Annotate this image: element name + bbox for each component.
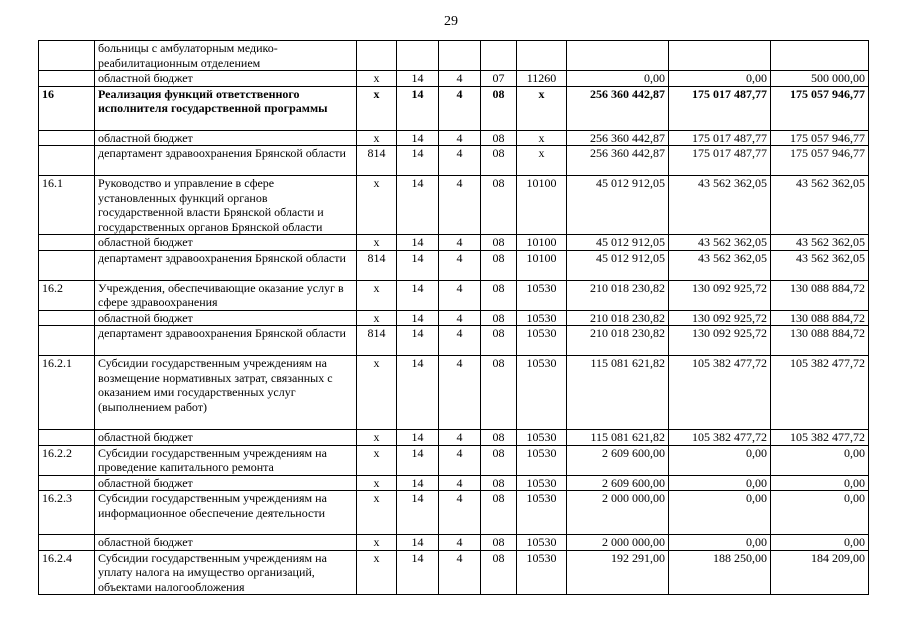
amount-year1-cell: 115 081 621,82	[567, 430, 669, 446]
admin-code-cell: х	[357, 176, 397, 235]
row-number-cell	[39, 41, 95, 71]
amount-year2-cell: 43 562 362,05	[669, 235, 771, 251]
amount-year3-cell: 130 088 884,72	[771, 326, 869, 356]
amount-year1-cell: 2 609 600,00	[567, 445, 669, 475]
subprogram-code-cell: 4	[439, 310, 481, 326]
program-code-cell	[397, 41, 439, 71]
row-name-cell: департамент здравоохранения Брянской области	[95, 146, 357, 176]
table-row	[39, 535, 869, 551]
table-row	[39, 445, 869, 475]
program-code-cell: 14	[397, 310, 439, 326]
amount-year2-cell: 130 092 925,72	[669, 280, 771, 310]
direction-code-cell: 10530	[517, 475, 567, 491]
admin-code-cell: х	[357, 550, 397, 595]
direction-code-cell: 10530	[517, 310, 567, 326]
program-code-cell: 14	[397, 475, 439, 491]
budget-table	[38, 40, 869, 595]
row-number-cell	[39, 235, 95, 251]
table-row	[39, 235, 869, 251]
program-code-cell: 14	[397, 535, 439, 551]
event-code-cell: 08	[481, 445, 517, 475]
program-code-cell: 14	[397, 445, 439, 475]
row-number-cell: 16.2.4	[39, 550, 95, 595]
amount-year3-cell: 0,00	[771, 445, 869, 475]
row-number-cell: 16.2.2	[39, 445, 95, 475]
direction-code-cell: 10530	[517, 445, 567, 475]
row-name-cell: областной бюджет	[95, 430, 357, 446]
admin-code-cell: х	[357, 280, 397, 310]
table-row	[39, 176, 869, 235]
table-row	[39, 430, 869, 446]
row-number-cell	[39, 130, 95, 146]
program-code-cell: 14	[397, 356, 439, 430]
table-row	[39, 326, 869, 356]
row-name-cell: областной бюджет	[95, 130, 357, 146]
amount-year2-cell: 43 562 362,05	[669, 250, 771, 280]
row-number-cell	[39, 535, 95, 551]
amount-year3-cell: 0,00	[771, 491, 869, 535]
direction-code-cell: 10100	[517, 250, 567, 280]
amount-year1-cell: 2 000 000,00	[567, 535, 669, 551]
amount-year2-cell: 0,00	[669, 71, 771, 87]
program-code-cell: 14	[397, 235, 439, 251]
direction-code-cell: 10530	[517, 280, 567, 310]
event-code-cell	[481, 41, 517, 71]
direction-code-cell: 10530	[517, 326, 567, 356]
amount-year2-cell: 0,00	[669, 535, 771, 551]
amount-year2-cell: 130 092 925,72	[669, 310, 771, 326]
subprogram-code-cell: 4	[439, 491, 481, 535]
table-row	[39, 491, 869, 535]
subprogram-code-cell: 4	[439, 356, 481, 430]
row-name-cell: Субсидии государственным учреждениям на информационное обеспечение деятельности	[95, 491, 357, 535]
subprogram-code-cell: 4	[439, 280, 481, 310]
amount-year1-cell: 45 012 912,05	[567, 176, 669, 235]
amount-year1-cell: 192 291,00	[567, 550, 669, 595]
row-number-cell: 16.2.3	[39, 491, 95, 535]
row-name-cell: Учреждения, обеспечивающие оказание услуг в сфере здравоохранения	[95, 280, 357, 310]
event-code-cell: 08	[481, 235, 517, 251]
amount-year1-cell: 210 018 230,82	[567, 280, 669, 310]
row-number-cell	[39, 475, 95, 491]
admin-code-cell: х	[357, 445, 397, 475]
subprogram-code-cell	[439, 41, 481, 71]
amount-year2-cell: 43 562 362,05	[669, 176, 771, 235]
row-name-cell: Субсидии государственным учреждениям на возмещение нормативных затрат, связанных с оказанием ими государственных услуг (выполнением работ)	[95, 356, 357, 430]
amount-year1-cell: 45 012 912,05	[567, 235, 669, 251]
subprogram-code-cell: 4	[439, 235, 481, 251]
event-code-cell: 08	[481, 475, 517, 491]
amount-year1-cell: 0,00	[567, 71, 669, 87]
direction-code-cell	[517, 41, 567, 71]
event-code-cell: 08	[481, 280, 517, 310]
row-number-cell	[39, 250, 95, 280]
amount-year2-cell: 130 092 925,72	[669, 326, 771, 356]
amount-year2-cell: 105 382 477,72	[669, 356, 771, 430]
subprogram-code-cell: 4	[439, 550, 481, 595]
amount-year1-cell: 256 360 442,87	[567, 146, 669, 176]
admin-code-cell: х	[357, 535, 397, 551]
event-code-cell: 08	[481, 550, 517, 595]
table-row	[39, 310, 869, 326]
subprogram-code-cell: 4	[439, 475, 481, 491]
amount-year2-cell: 0,00	[669, 491, 771, 535]
direction-code-cell: 10530	[517, 550, 567, 595]
amount-year2-cell: 175 017 487,77	[669, 146, 771, 176]
table-row	[39, 86, 869, 130]
table-row	[39, 71, 869, 87]
row-number-cell	[39, 326, 95, 356]
row-name-cell: Субсидии государственным учреждениям на уплату налога на имущество организаций, объектами налогообложения	[95, 550, 357, 595]
row-name-cell: департамент здравоохранения Брянской области	[95, 250, 357, 280]
admin-code-cell: х	[357, 430, 397, 446]
event-code-cell: 08	[481, 326, 517, 356]
direction-code-cell: 10530	[517, 535, 567, 551]
row-number-cell	[39, 310, 95, 326]
event-code-cell: 08	[481, 430, 517, 446]
admin-code-cell: х	[357, 491, 397, 535]
subprogram-code-cell: 4	[439, 71, 481, 87]
table-row	[39, 41, 869, 71]
program-code-cell: 14	[397, 86, 439, 130]
table-row	[39, 550, 869, 595]
amount-year3-cell: 175 057 946,77	[771, 130, 869, 146]
row-number-cell: 16.2.1	[39, 356, 95, 430]
event-code-cell: 07	[481, 71, 517, 87]
amount-year3-cell: 130 088 884,72	[771, 280, 869, 310]
amount-year3-cell: 43 562 362,05	[771, 176, 869, 235]
page-number: 29	[444, 14, 458, 29]
direction-code-cell: х	[517, 86, 567, 130]
amount-year3-cell: 500 000,00	[771, 71, 869, 87]
admin-code-cell: х	[357, 86, 397, 130]
admin-code-cell: 814	[357, 250, 397, 280]
admin-code-cell: х	[357, 235, 397, 251]
amount-year2-cell: 188 250,00	[669, 550, 771, 595]
subprogram-code-cell: 4	[439, 250, 481, 280]
subprogram-code-cell: 4	[439, 130, 481, 146]
row-number-cell: 16.2	[39, 280, 95, 310]
event-code-cell: 08	[481, 250, 517, 280]
program-code-cell: 14	[397, 326, 439, 356]
amount-year3-cell: 105 382 477,72	[771, 430, 869, 446]
amount-year1-cell: 256 360 442,87	[567, 130, 669, 146]
amount-year1-cell: 210 018 230,82	[567, 326, 669, 356]
program-code-cell: 14	[397, 491, 439, 535]
program-code-cell: 14	[397, 71, 439, 87]
table-body	[39, 41, 869, 595]
program-code-cell: 14	[397, 250, 439, 280]
row-number-cell	[39, 146, 95, 176]
amount-year3-cell: 43 562 362,05	[771, 235, 869, 251]
amount-year1-cell: 45 012 912,05	[567, 250, 669, 280]
subprogram-code-cell: 4	[439, 326, 481, 356]
row-number-cell: 16	[39, 86, 95, 130]
subprogram-code-cell: 4	[439, 535, 481, 551]
program-code-cell: 14	[397, 280, 439, 310]
subprogram-code-cell: 4	[439, 176, 481, 235]
admin-code-cell: х	[357, 71, 397, 87]
amount-year3-cell: 130 088 884,72	[771, 310, 869, 326]
direction-code-cell: 10100	[517, 235, 567, 251]
amount-year3-cell: 105 382 477,72	[771, 356, 869, 430]
amount-year2-cell: 175 017 487,77	[669, 130, 771, 146]
table-row	[39, 250, 869, 280]
row-name-cell: Субсидии государственным учреждениям на проведение капитального ремонта	[95, 445, 357, 475]
amount-year3-cell: 0,00	[771, 475, 869, 491]
amount-year1-cell: 2 000 000,00	[567, 491, 669, 535]
direction-code-cell: 10530	[517, 356, 567, 430]
row-name-cell: областной бюджет	[95, 235, 357, 251]
amount-year2-cell: 175 017 487,77	[669, 86, 771, 130]
direction-code-cell: 10100	[517, 176, 567, 235]
direction-code-cell: 10530	[517, 491, 567, 535]
row-name-cell: Руководство и управление в сфере установленных функций органов государственной власти Брянской области и государственных органов Брянской области	[95, 176, 357, 235]
amount-year1-cell: 115 081 621,82	[567, 356, 669, 430]
amount-year2-cell: 0,00	[669, 475, 771, 491]
amount-year3-cell: 0,00	[771, 535, 869, 551]
amount-year3-cell: 175 057 946,77	[771, 146, 869, 176]
table-row	[39, 146, 869, 176]
admin-code-cell: х	[357, 130, 397, 146]
amount-year3-cell: 43 562 362,05	[771, 250, 869, 280]
event-code-cell: 08	[481, 130, 517, 146]
admin-code-cell: х	[357, 310, 397, 326]
row-number-cell	[39, 71, 95, 87]
program-code-cell: 14	[397, 130, 439, 146]
row-name-cell: областной бюджет	[95, 535, 357, 551]
admin-code-cell: х	[357, 356, 397, 430]
direction-code-cell: 11260	[517, 71, 567, 87]
row-name-cell: департамент здравоохранения Брянской области	[95, 326, 357, 356]
row-name-cell: больницы с амбулаторным медико-реабилитационным отделением	[95, 41, 357, 71]
program-code-cell: 14	[397, 550, 439, 595]
subprogram-code-cell: 4	[439, 430, 481, 446]
direction-code-cell: 10530	[517, 430, 567, 446]
amount-year3-cell: 184 209,00	[771, 550, 869, 595]
admin-code-cell	[357, 41, 397, 71]
event-code-cell: 08	[481, 176, 517, 235]
row-name-cell: Реализация функций ответственного исполнителя государственной программы	[95, 86, 357, 130]
event-code-cell: 08	[481, 310, 517, 326]
subprogram-code-cell: 4	[439, 146, 481, 176]
amount-year2-cell: 0,00	[669, 445, 771, 475]
row-number-cell: 16.1	[39, 176, 95, 235]
row-name-cell: областной бюджет	[95, 71, 357, 87]
amount-year3-cell	[771, 41, 869, 71]
amount-year3-cell: 175 057 946,77	[771, 86, 869, 130]
event-code-cell: 08	[481, 356, 517, 430]
row-name-cell: областной бюджет	[95, 310, 357, 326]
event-code-cell: 08	[481, 491, 517, 535]
admin-code-cell: 814	[357, 326, 397, 356]
direction-code-cell: х	[517, 130, 567, 146]
program-code-cell: 14	[397, 176, 439, 235]
amount-year1-cell: 256 360 442,87	[567, 86, 669, 130]
amount-year1-cell	[567, 41, 669, 71]
subprogram-code-cell: 4	[439, 445, 481, 475]
row-number-cell	[39, 430, 95, 446]
table-row	[39, 280, 869, 310]
amount-year1-cell: 2 609 600,00	[567, 475, 669, 491]
table-row	[39, 130, 869, 146]
amount-year1-cell: 210 018 230,82	[567, 310, 669, 326]
amount-year2-cell: 105 382 477,72	[669, 430, 771, 446]
event-code-cell: 08	[481, 535, 517, 551]
event-code-cell: 08	[481, 146, 517, 176]
subprogram-code-cell: 4	[439, 86, 481, 130]
row-name-cell: областной бюджет	[95, 475, 357, 491]
amount-year2-cell	[669, 41, 771, 71]
table-row	[39, 475, 869, 491]
event-code-cell: 08	[481, 86, 517, 130]
program-code-cell: 14	[397, 430, 439, 446]
table-row	[39, 356, 869, 430]
admin-code-cell: 814	[357, 146, 397, 176]
program-code-cell: 14	[397, 146, 439, 176]
direction-code-cell: х	[517, 146, 567, 176]
admin-code-cell: х	[357, 475, 397, 491]
